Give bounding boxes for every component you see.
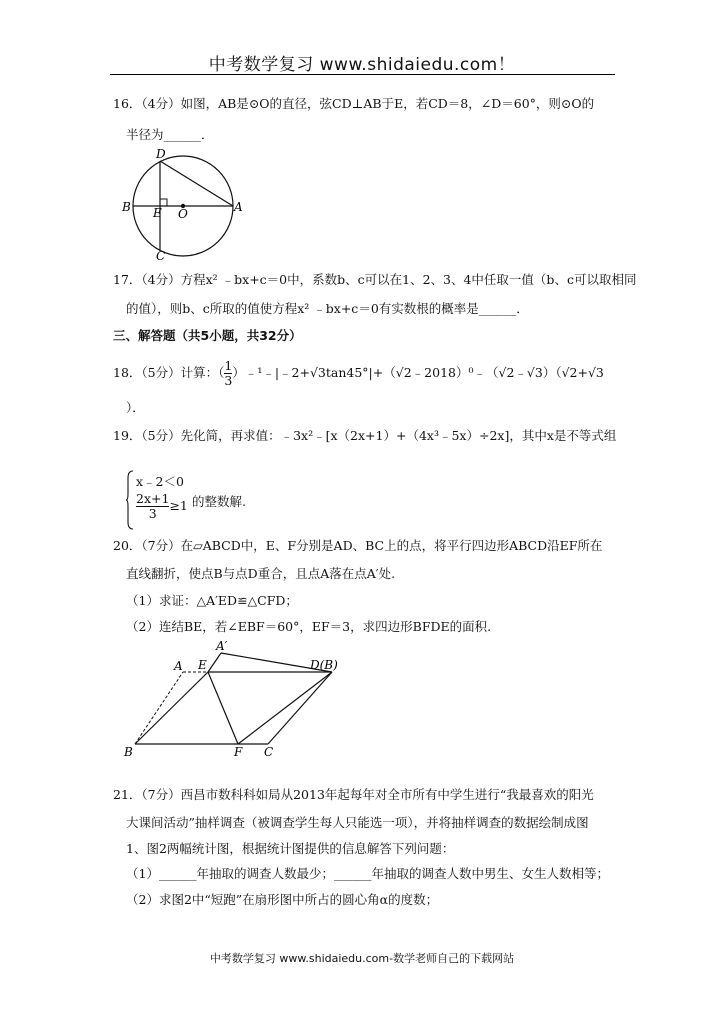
label-A: A <box>174 659 183 673</box>
q19-ineq1: x﹣2＜0 <box>136 474 184 489</box>
label-C: C <box>156 249 166 263</box>
label-F: F <box>234 745 243 759</box>
q18-line1 <box>113 356 604 390</box>
q19-line1: 19．（5分）先化简，再求值：﹣3x²﹣[x（2x+1）+（4x³﹣5x）÷2x]，其中x是不等式组 <box>113 428 617 443</box>
label-D: D <box>156 148 166 161</box>
q20-line1: 20．（7分）在▱ABCD中，E、F分别是AD、BC上的点，将平行四边形ABCD沿EF所在 <box>113 538 603 553</box>
label-O: O <box>178 207 188 221</box>
q16-line2: 半径为______． <box>126 127 214 142</box>
q18-line2: ）． <box>126 400 145 415</box>
q18-frac-num: 1 <box>224 358 233 373</box>
q19-ineq2-den: 3 <box>148 506 157 521</box>
q21-line3: 1、图2两幅统计图，根据统计图提供的信息解答下列问题： <box>126 841 455 856</box>
q19-ineq2-rel: ≥1 <box>169 498 188 513</box>
label-E: E <box>153 206 162 220</box>
q17-line1: 17．（4分）方程x² ﹣bx+c＝0中，系数b、c可以在1、2、3、4中任取一值（b、c可以取相同 <box>113 272 637 287</box>
q18-rest: ）﹣¹﹣|﹣2+√3tan45°|+（√2﹣2018）⁰﹣（√2﹣√3）（√2+√3 <box>232 365 604 380</box>
q21-part2: （2）求图2中“短跑”在扇形图中所占的圆心角α的度数； <box>126 892 439 907</box>
label-B: B <box>122 200 131 214</box>
label-A-prime: A′ <box>216 639 228 653</box>
page-footer: 中考数学复习 www.shidaiedu.com-数学老师自己的下载网站 <box>209 952 515 965</box>
q19-ineq2-num: 2x+1 <box>136 491 170 506</box>
q16-circle-figure <box>120 148 250 263</box>
q16-line1: 16．（4分）如图，AB是⊙O的直径，弦CD⊥AB于E，若CD＝8，∠D＝60°，则⊙O的 <box>113 96 595 111</box>
q19-ineq2 <box>136 492 188 521</box>
q20-part2: （2）连结BE，若∠EBF＝60°，EF＝3，求四边形BFDE的面积. <box>126 619 492 634</box>
q21-line1: 21．（7分）西昌市数科科如局从2013年起每年对全市所有中学生进行“我最喜欢的阳光 <box>113 787 594 802</box>
q18-prefix: 18．（5分）计算：（ <box>113 365 225 380</box>
label-E: E <box>198 658 207 672</box>
q21-line2: 大课间活动”抽样调查（被调查学生每人只能选一项），并将抽样调查的数据绘制成图 <box>126 815 589 830</box>
q17-line2: 的值），则b、c所取的值使方程x² ﹣bx+c＝0有实数根的概率是______． <box>126 301 529 316</box>
q19-tail: 的整数解. <box>192 494 246 509</box>
q20-part1: （1）求证：△A′ED≌△CFD； <box>126 593 298 608</box>
q18-frac-den: 3 <box>224 373 233 388</box>
page-header: 中考数学复习 www.shidaiedu.com！ <box>208 55 516 75</box>
header-rule <box>110 74 615 75</box>
q21-part1: （1）______年抽取的调查人数最少；______年抽取的调查人数中男生、女生人数相等； <box>126 866 609 881</box>
label-B: B <box>124 745 133 759</box>
label-A: A <box>234 200 243 214</box>
q20-parallelogram-figure <box>120 638 345 760</box>
q19-brace <box>126 470 134 530</box>
q20-line2: 直线翻折，使点B与点D重合，且点A落在点A′处. <box>126 566 396 581</box>
section-title: 三、解答题（共5小题，共32分） <box>113 328 302 343</box>
label-D-B: D(B) <box>310 658 338 672</box>
label-C: C <box>264 745 274 759</box>
q19-ineq2-frac <box>136 492 169 521</box>
